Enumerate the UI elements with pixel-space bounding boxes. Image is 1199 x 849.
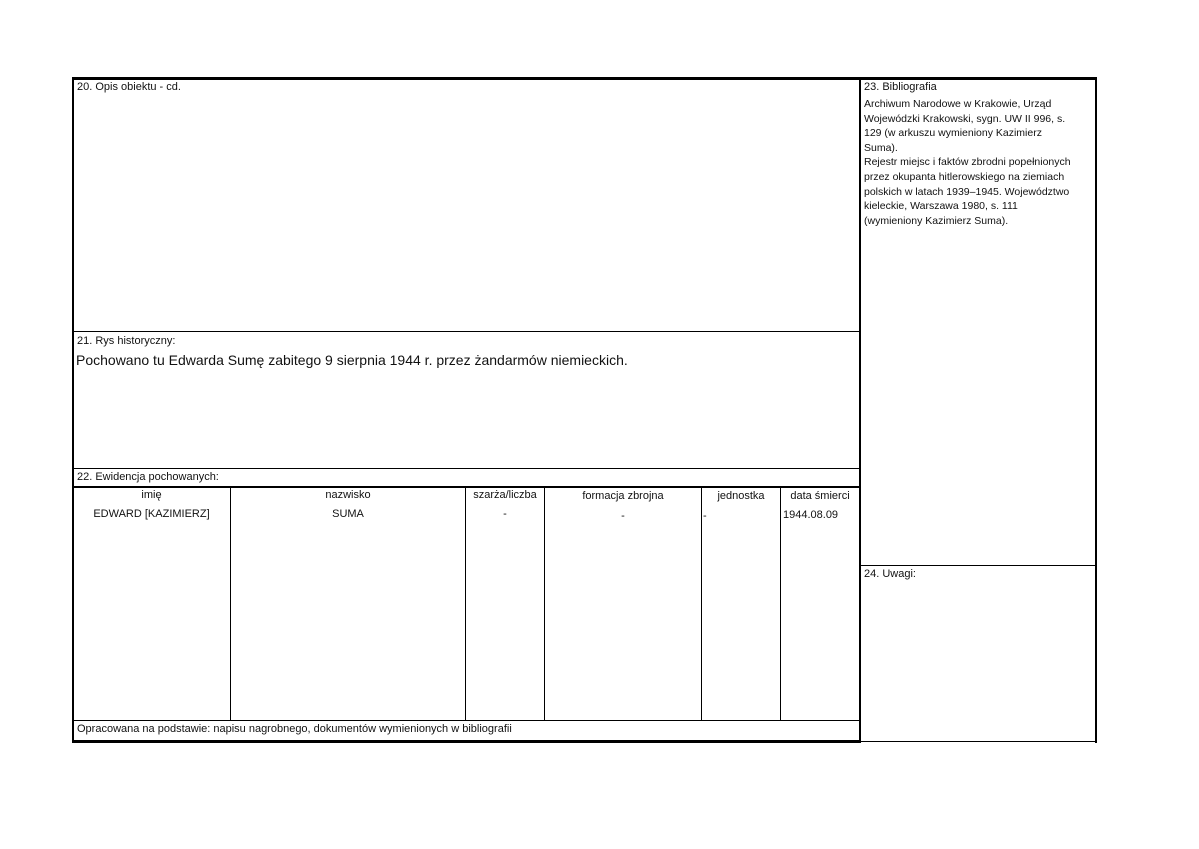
table-col-line <box>780 487 781 721</box>
bibliografia-line: Suma). <box>864 141 898 154</box>
column-separator <box>859 77 861 743</box>
bibliografia-line: przez okupanta hitlerowskiego na ziemiach <box>864 170 1065 183</box>
bibliografia-line: Archiwum Narodowe w Krakowie, Urząd <box>864 98 1052 110</box>
table-header-nazwisko: nazwisko <box>325 489 371 501</box>
form-frame-right <box>1095 77 1097 743</box>
rys-text: Pochowano tu Edwarda Sumę zabitego 9 sierpnia 1944 r. przez żandarmów niemieckich. <box>76 352 628 368</box>
ewidencja-footer: Opracowana na podstawie: napisu nagrobnego, dokumentów wymienionych w bibliografii <box>77 723 512 735</box>
table-cell-imie: EDWARD [KAZIMIERZ] <box>93 508 210 520</box>
table-cell-formacja: - <box>621 510 625 522</box>
table-col-line <box>465 487 466 721</box>
bibliografia-text <box>864 97 1094 228</box>
table-cell-jednostka: - <box>703 510 707 522</box>
bibliografia-label: 23. Bibliografia <box>864 81 937 93</box>
table-header-data: data śmierci <box>790 490 850 502</box>
table-top-line <box>73 486 860 488</box>
table-cell-szarza: - <box>503 508 507 520</box>
table-header-imie: imię <box>141 489 162 501</box>
table-cell-nazwisko: SUMA <box>332 508 364 520</box>
bibliografia-line: Rejestr miejsc i faktów zbrodni popełnionych <box>864 156 1071 169</box>
separator-opis-rys <box>73 331 860 332</box>
separator-rys-ewidencja <box>73 468 860 469</box>
table-header-jednostka: jednostka <box>717 490 765 502</box>
form-frame-bottom-left <box>72 740 861 743</box>
table-col-line <box>701 487 702 721</box>
form-frame-bottom-right <box>860 741 1097 742</box>
table-cell-data: 1944.08.09 <box>783 509 839 521</box>
table-col-line <box>230 487 231 721</box>
uwagi-label: 24. Uwagi: <box>864 568 916 580</box>
table-bottom-line <box>73 720 860 721</box>
rys-label: 21. Rys historyczny: <box>77 335 176 347</box>
opis-label: 20. Opis obiektu - cd. <box>77 81 181 93</box>
bibliografia-line: polskich w latach 1939–1945. Województwo <box>864 185 1070 198</box>
ewidencja-label: 22. Ewidencja pochowanych: <box>77 471 219 483</box>
table-header-formacja: formacja zbrojna <box>582 490 664 502</box>
separator-bibliografia-uwagi <box>860 565 1096 566</box>
bibliografia-line: kieleckie, Warszawa 1980, s. 111 <box>864 200 1018 213</box>
bibliografia-line: (wymieniony Kazimierz Suma). <box>864 214 1009 227</box>
table-header-szarza: szarża/liczba <box>473 489 537 501</box>
bibliografia-line: 129 (w arkuszu wymieniony Kazimierz <box>864 127 1042 140</box>
bibliografia-line: Wojewódzki Krakowski, sygn. UW II 996, s. <box>864 112 1066 125</box>
